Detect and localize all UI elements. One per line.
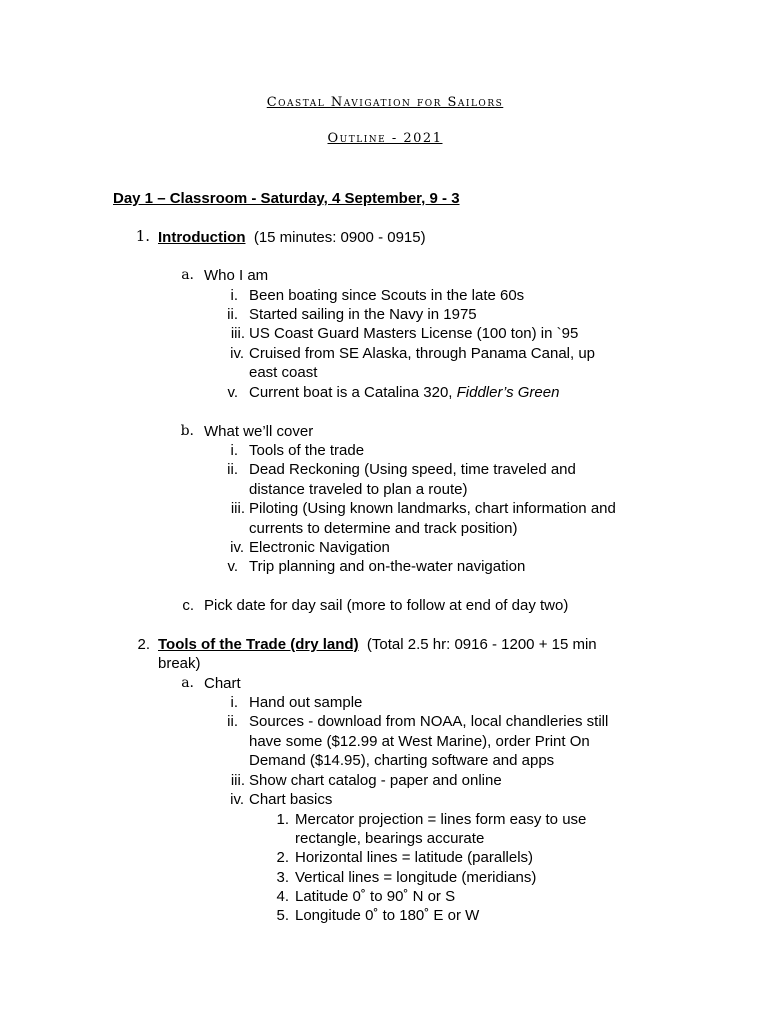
list-marker: 3. [276,869,289,886]
list-item: What we’ll cover [204,423,314,440]
list-item: Cruised from SE Alaska, through Panama Canal, up [249,345,596,362]
list-marker: v. [227,384,238,401]
list-item: Sources - download from NOAA, local chandleries still [249,713,609,730]
list-item-continuation: east coast [249,364,318,381]
list-item: Mercator projection = lines form easy to use [295,811,587,828]
list-marker: 4. [276,888,289,905]
day-heading: Day 1 – Classroom - Saturday, 4 September, 9 - 3 [113,190,460,207]
list-item: Dead Reckoning (Using speed, time traveled and [249,461,576,478]
list-item: Pick date for day sail (more to follow at end of day two) [204,597,569,614]
list-item-text: Current boat is a Catalina 320, [249,384,457,401]
list-item: Been boating since Scouts in the late 60s [249,287,525,304]
list-item: Piloting (Using known landmarks, chart information and [249,500,616,517]
list-item: Tools of the trade [249,442,365,459]
list-item: Latitude 0˚ to 90˚ N or S [295,888,456,905]
list-marker: ii. [227,306,238,323]
list-item: Chart basics [249,791,333,808]
list-item: Chart [204,675,241,692]
list-item: Who I am [204,267,269,284]
list-marker: ii. [227,461,238,478]
section-note-continuation: break) [158,655,201,672]
list-item: Horizontal lines = latitude (parallels) [295,849,534,866]
list-marker: iii. [230,772,245,789]
list-marker: iv. [230,539,244,556]
list-marker: 1. [276,811,289,828]
list-item: Show chart catalog - paper and online [249,772,502,789]
list-item: Vertical lines = longitude (meridians) [295,869,537,886]
section-heading [158,228,426,247]
list-marker: a. [181,267,194,283]
list-item: Longitude 0˚ to 180˚ E or W [295,907,480,924]
list-marker: i. [230,287,238,304]
section-number: 1. [135,227,150,245]
section-title: Tools of the Trade (dry land) [158,636,359,653]
list-marker: iv. [230,345,244,362]
list-marker: v. [227,558,238,575]
section-heading [158,635,597,654]
list-marker: 5. [276,907,289,924]
list-marker: i. [230,442,238,459]
section-note: (Total 2.5 hr: 0916 - 1200 + 15 min [366,636,597,653]
document-title: Coastal Navigation for Sailors [266,95,504,110]
section-number: 2. [137,636,150,653]
list-item [249,383,559,402]
section-title: Introduction [158,229,246,246]
list-marker: ii. [227,713,238,730]
list-item: Hand out sample [249,694,363,711]
list-item-continuation: currents to determine and track position) [249,520,518,537]
list-item: US Coast Guard Masters License (100 ton) in `95 [249,325,579,342]
list-item-continuation: rectangle, bearings accurate [295,830,485,847]
boat-name: Fiddler’s Green [456,384,560,401]
list-marker: i. [230,694,238,711]
list-marker: 2. [276,849,289,866]
section-note: (15 minutes: 0900 - 0915) [253,229,426,246]
list-item-continuation: Demand ($14.95), charting software and apps [249,752,555,769]
list-item: Started sailing in the Navy in 1975 [249,306,477,323]
list-marker: a. [181,675,194,691]
list-marker: c. [182,597,194,614]
document-subtitle: Outline - 2021 [327,131,443,146]
list-marker: iv. [230,791,244,808]
list-marker: iii. [230,500,245,517]
list-item-continuation: distance traveled to plan a route) [249,481,468,498]
list-item: Electronic Navigation [249,539,390,556]
list-marker: iii. [230,325,245,342]
list-item: Trip planning and on-the-water navigation [249,558,526,575]
list-marker: b. [180,423,194,439]
list-item-continuation: have some ($12.99 at West Marine), order Print On [249,733,590,750]
